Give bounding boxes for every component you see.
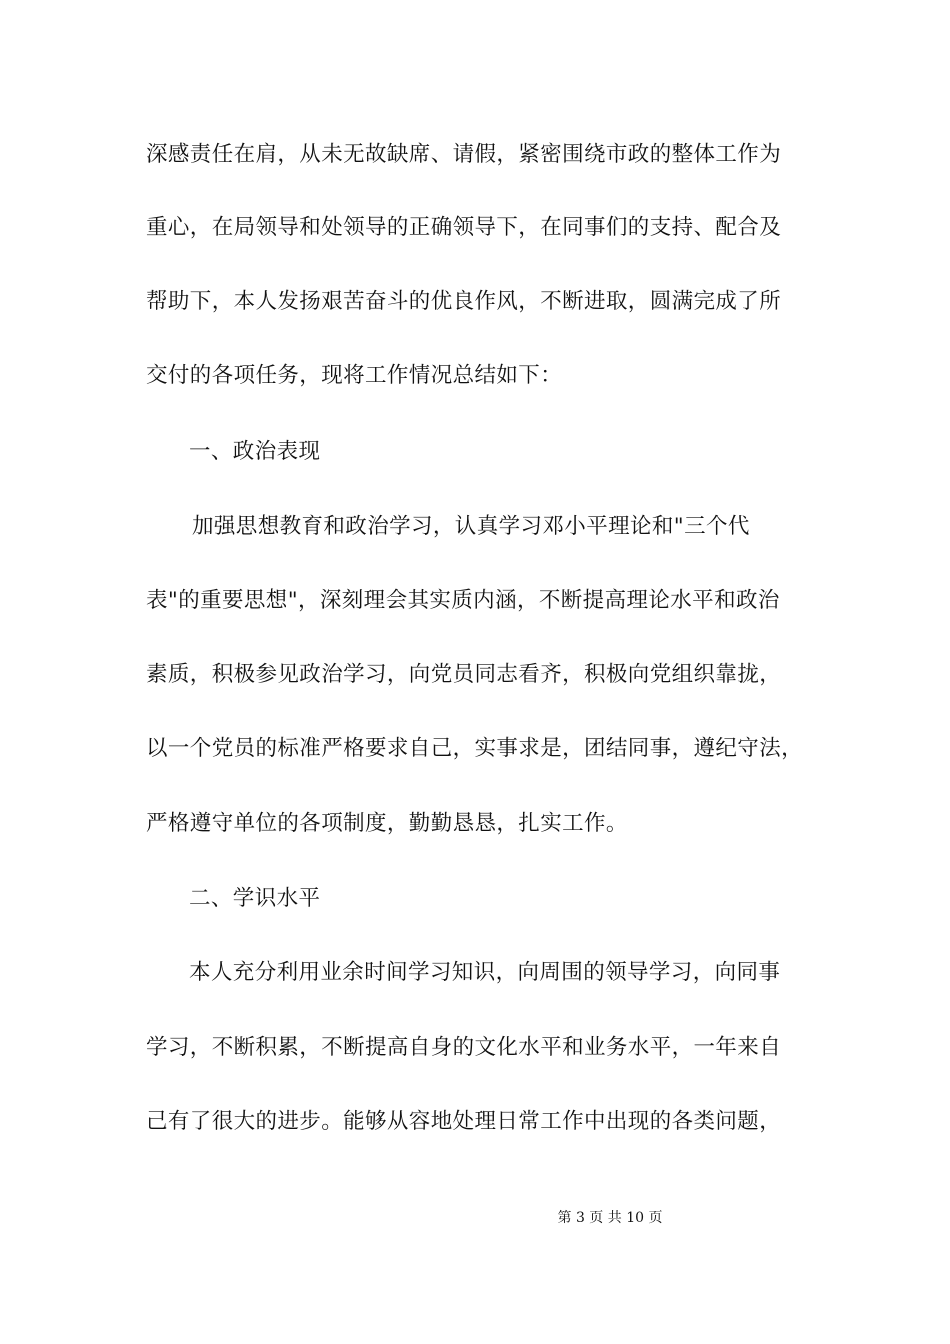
politics-line-1: 加强思想教育和政治学习，认真学习邓小平理论和"三个代 <box>192 514 750 539</box>
intro-line-3: 帮助下，本人发扬艰苦奋斗的优良作风，不断进取，圆满完成了所 <box>146 289 782 314</box>
politics-line-2: 表"的重要思想"，深刻理会其实质内涵，不断提高理论水平和政治 <box>146 588 780 613</box>
intro-line-1: 深感责任在肩，从未无故缺席、请假，紧密围绕市政的整体工作为 <box>146 142 782 167</box>
knowledge-line-2: 学习，不断积累，不断提高自身的文化水平和业务水平，一年来自 <box>146 1035 782 1060</box>
intro-line-4: 交付的各项任务，现将工作情况总结如下： <box>146 363 563 388</box>
knowledge-line-1: 本人充分利用业余时间学习知识，向周围的领导学习，向同事 <box>189 960 781 985</box>
page-number-footer: 第 3 页 共 10 页 <box>557 1210 663 1226</box>
politics-line-3: 素质，积极参见政治学习，向党员同志看齐，积极向党组织靠拢， <box>146 662 782 687</box>
politics-line-4: 以一个党员的标准严格要求自己，实事求是，团结同事，遵纪守法， <box>146 736 804 761</box>
knowledge-line-3: 己有了很大的进步。能够从容地处理日常工作中出现的各类问题， <box>146 1109 782 1134</box>
section-heading-knowledge: 二、学识水平 <box>189 886 321 911</box>
section-heading-politics: 一、政治表现 <box>189 439 321 464</box>
intro-line-2: 重心，在局领导和处领导的正确领导下，在同事们的支持、配合及 <box>146 215 782 240</box>
politics-line-5: 严格遵守单位的各项制度，勤勤恳恳，扎实工作。 <box>146 811 628 836</box>
